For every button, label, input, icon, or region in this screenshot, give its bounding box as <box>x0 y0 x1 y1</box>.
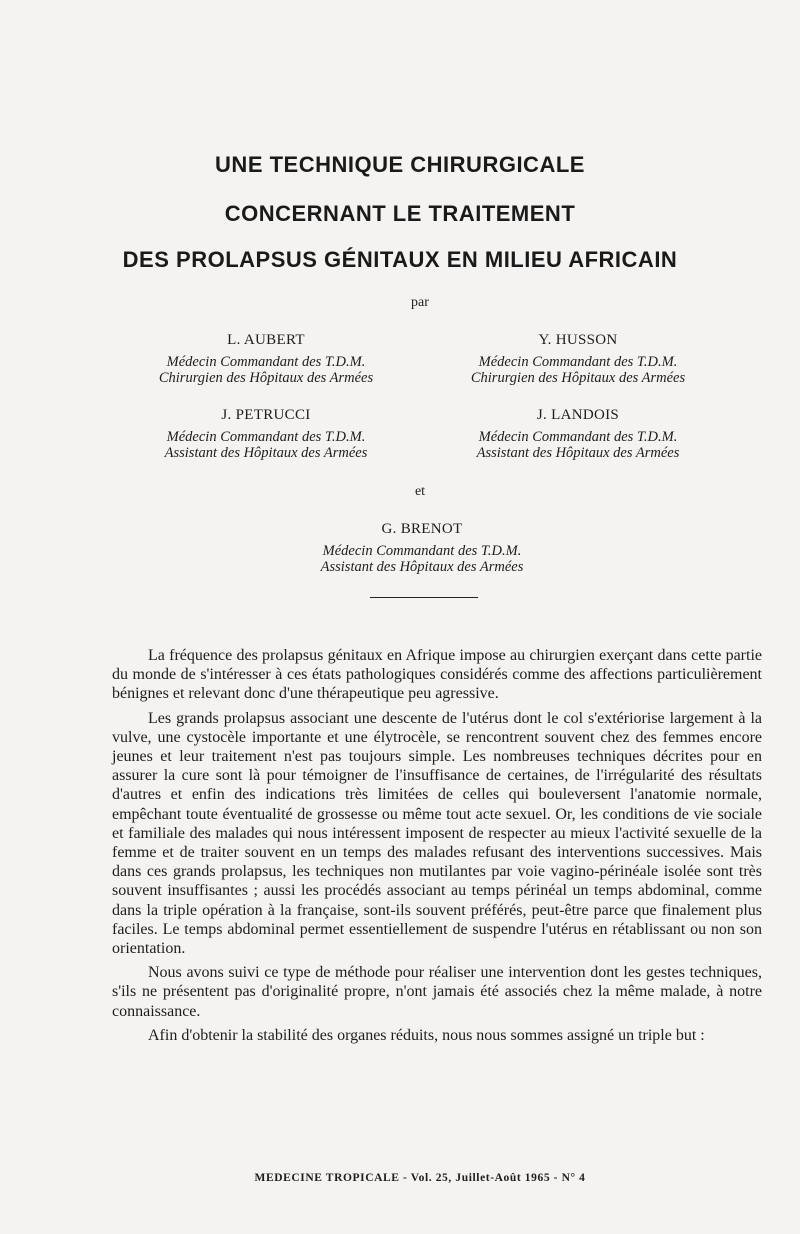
author-name: J. PETRUCCI <box>221 407 311 423</box>
author-block <box>418 330 738 386</box>
author-role: Chirurgien des Hôpitaux des Armées <box>158 370 374 386</box>
author-role: Médecin Commandant des T.D.M. <box>322 543 522 559</box>
author-block <box>106 330 426 386</box>
author-name: Y. HUSSON <box>538 332 618 348</box>
author-role: Médecin Commandant des T.D.M. <box>166 429 366 445</box>
author-name: G. BRENOT <box>381 521 463 537</box>
author-block <box>106 405 426 461</box>
author-role: Assistant des Hôpitaux des Armées <box>320 559 524 575</box>
author-role: Médecin Commandant des T.D.M. <box>478 429 678 445</box>
by-label: par <box>411 295 429 310</box>
author-role: Assistant des Hôpitaux des Armées <box>476 445 680 461</box>
paragraph: Afin d'obtenir la stabilité des organes réduits, nous nous sommes assigné un triple but : <box>148 1026 705 1044</box>
author-name: J. LANDOIS <box>536 407 620 423</box>
author-block <box>418 405 738 461</box>
paragraph: Nous avons suivi ce type de méthode pour réaliser une intervention dont les gestes techniques, s'ils ne présentent pas d'originalité propre, n'ont jamais été associés chez la même malade, à notre connaissance. <box>112 964 762 1020</box>
author-block <box>262 519 582 575</box>
author-role: Chirurgien des Hôpitaux des Armées <box>470 370 686 386</box>
title-line-3: DES PROLAPSUS GÉNITAUX EN MILIEU AFRICAIN <box>122 247 678 272</box>
journal-footer: MEDECINE TROPICALE - Vol. 25, Juillet-Août 1965 - N° 4 <box>254 1172 586 1184</box>
title-line-1: UNE TECHNIQUE CHIRURGICALE <box>215 152 585 177</box>
author-name: L. AUBERT <box>227 332 305 348</box>
author-role: Assistant des Hôpitaux des Armées <box>164 445 368 461</box>
and-label: et <box>414 484 426 499</box>
title-line-2: CONCERNANT LE TRAITEMENT <box>224 201 576 226</box>
section-divider <box>370 597 478 598</box>
article-body <box>112 646 762 1050</box>
author-role: Médecin Commandant des T.D.M. <box>478 354 678 370</box>
paragraph: Les grands prolapsus associant une descente de l'utérus dont le col s'extériorise largement à la vulve, une cystocèle importante et une élytrocèle, se rencontrent souvent chez des femmes encore jeunes et leur traitement n'est pas toujours simple. Les nombreuses techniques décrites pour en assurer la cure sont là pour témoigner de l'insuffisance de certaines, de l'irrégularité des résultats d'autres et enfin des indications très limitées de celles qui bouleversent l'anatomie normale, empêchant toute éventualité de grossesse ou même tout acte sexuel. Or, les conditions de vie sociale et familiale des malades qui nous intéressent imposent de respecter au mieux l'activité sexuelle de la femme et de traiter souvent en un temps des malades refusant des interventions successives. Mais dans ces grands prolapsus, les techniques non mutilantes par voie vagino-périnéale isolée sont très souvent insuffisantes ; aussi les procédés associant au temps périnéal un temps abdominal, comme dans la triple opération à la française, sont-ils souvent préférés, peut-être parce que finalement plus faciles. Le temps abdominal permet essentiellement de suspendre l'utérus en rétablissant ou non son orientation. <box>112 709 762 958</box>
author-role: Médecin Commandant des T.D.M. <box>166 354 366 370</box>
paragraph: La fréquence des prolapsus génitaux en Afrique impose au chirurgien exerçant dans cette partie du monde de s'intéresser à ces états pathologiques considérés comme des affections particulièrement bénignes et relevant donc d'une thérapeutique peu agressive. <box>112 647 762 703</box>
